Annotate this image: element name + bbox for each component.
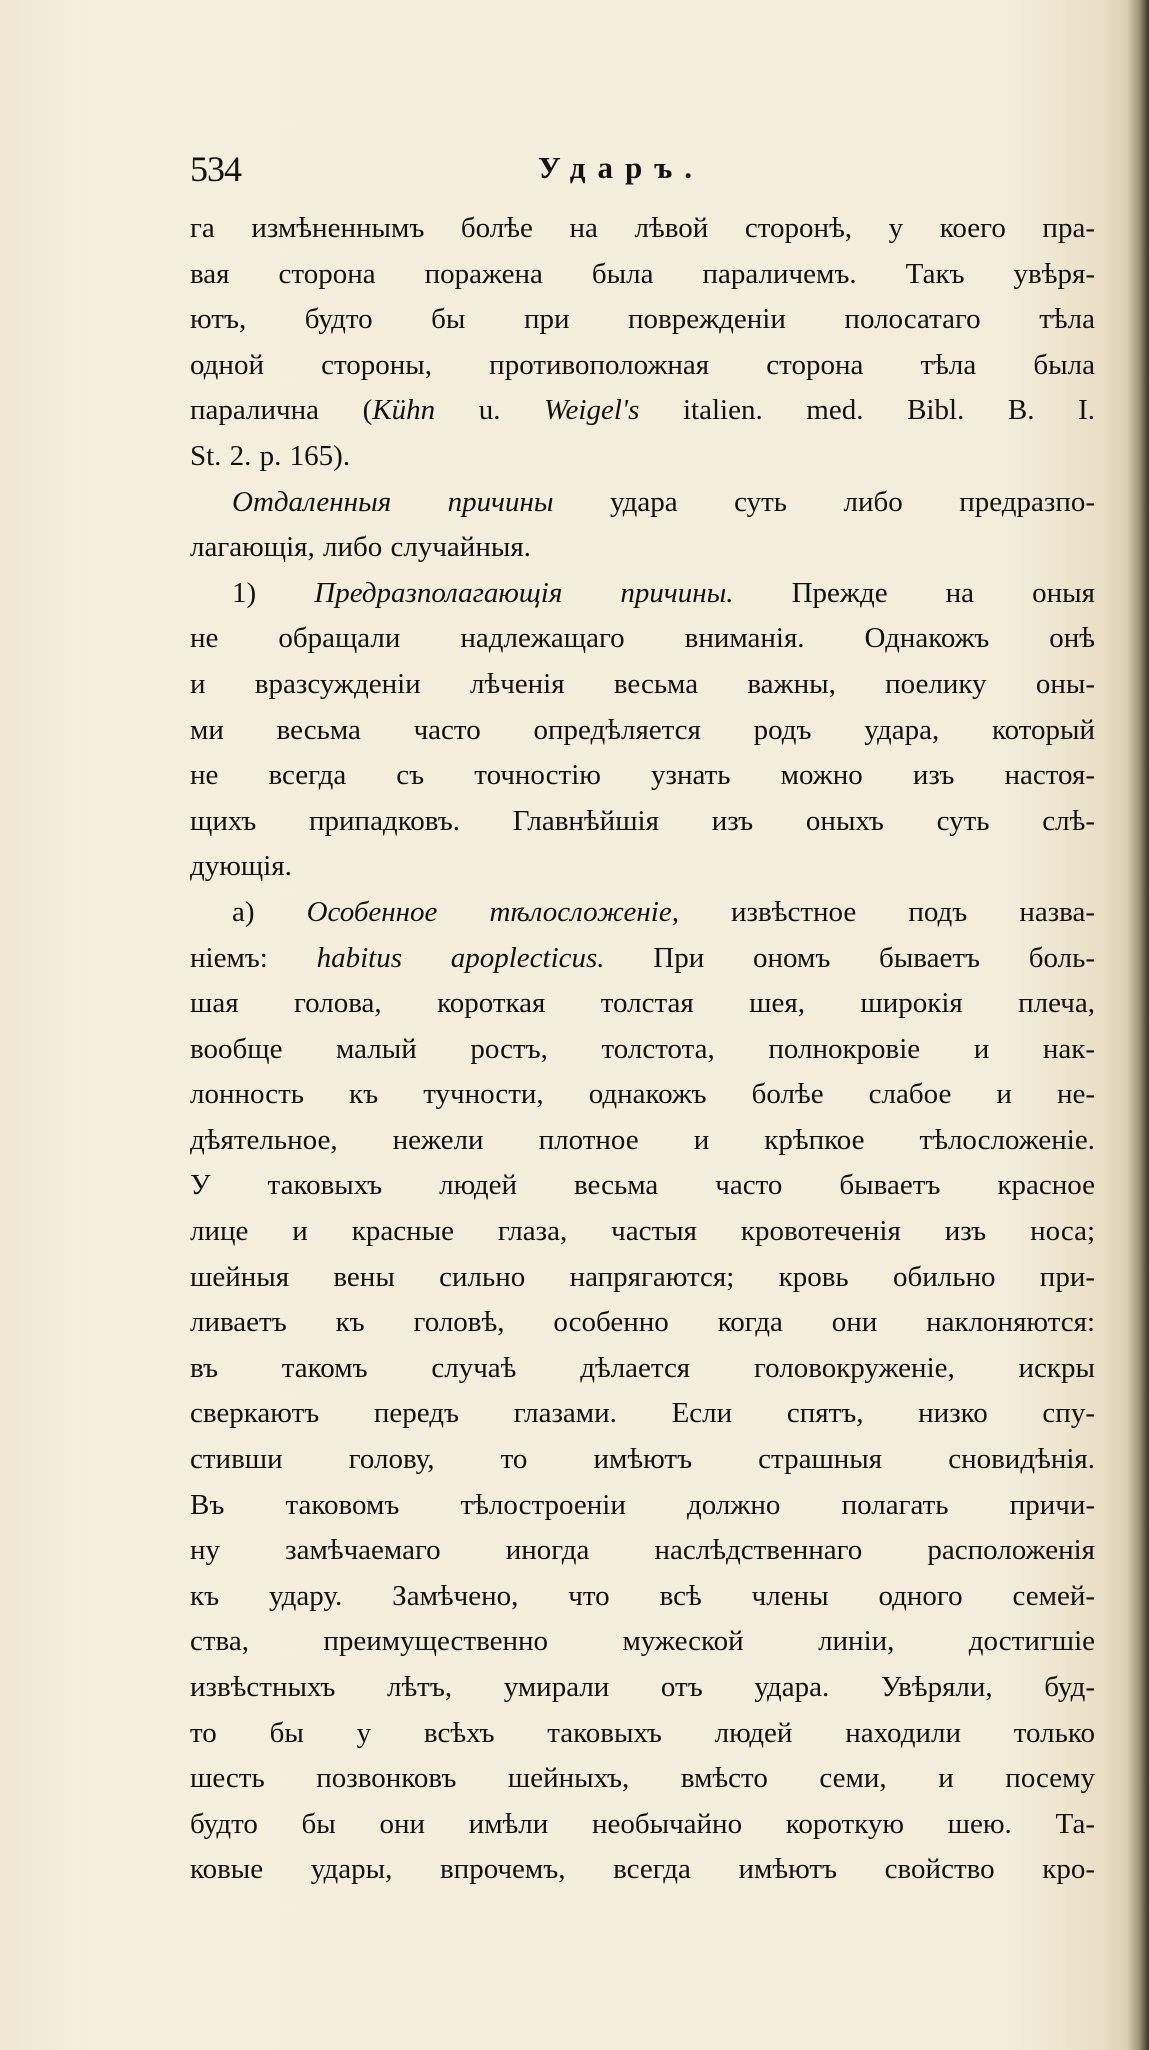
text-run: извѣстное подъ назва- <box>678 895 1096 928</box>
text-run: italien. med. Bibl. B. I. <box>639 394 1095 427</box>
text-run: будто бы они имѣли необычайно короткую шею. Та- <box>190 1807 1095 1840</box>
text-run: извѣстныхъ лѣтъ, умирали отъ удара. Увѣряли, буд- <box>190 1671 1095 1703</box>
text-line <box>190 662 1095 708</box>
text-run: u. <box>435 394 545 427</box>
text-line <box>190 206 1095 252</box>
text-run: У таковыхъ людей весьма часто бываетъ красное <box>190 1169 1095 1202</box>
text-line <box>190 844 1095 890</box>
italic-text: Kühn <box>372 394 436 427</box>
page-edge-shadow <box>1127 0 1149 2050</box>
text-run: не всегда съ точностію узнать можно изъ настоя- <box>190 759 1095 792</box>
text-run: шейныя вены сильно напрягаются; кровь обильно при- <box>190 1260 1095 1293</box>
text-run: a) <box>232 895 307 928</box>
italic-text: Weigel's <box>544 394 640 427</box>
text-run: паралична ( <box>190 394 373 427</box>
text-run: лагающія, либо случайныя. <box>190 531 531 564</box>
text-run: то бы у всѣхъ таковыхъ людей находили только <box>190 1716 1095 1749</box>
text-run: га измѣненнымъ болѣе на лѣвой сторонѣ, у коего пра- <box>190 212 1095 244</box>
text-line <box>190 1346 1095 1392</box>
text-line <box>190 708 1095 754</box>
text-line <box>190 936 1095 982</box>
text-line <box>190 1209 1095 1255</box>
page-header <box>0 148 1149 198</box>
text-line <box>190 571 1095 617</box>
text-run: Въ таковомъ тѣлостроеніи должно полагать причи- <box>190 1488 1095 1521</box>
text-run: Прежде на оныя <box>733 576 1095 609</box>
text-line <box>190 1072 1095 1118</box>
text-line <box>190 1528 1095 1574</box>
text-line <box>190 1300 1095 1346</box>
text-run: дѣятельное, нежели плотное и крѣпкое тѣлосложеніе. <box>190 1123 1095 1156</box>
text-line <box>190 1756 1095 1802</box>
text-line <box>190 1118 1095 1164</box>
text-run: сверкаютъ передъ глазами. Если спятъ, низко спу- <box>190 1397 1095 1430</box>
text-run: вообще малый ростъ, толстота, полнокровіе и нак- <box>190 1032 1095 1065</box>
text-run: шесть позвонковъ шейныхъ, вмѣсто семи, и посему <box>190 1762 1095 1795</box>
text-line <box>190 1619 1095 1665</box>
text-run: шая голова, короткая толстая шея, широкія плеча, <box>190 987 1095 1020</box>
text-run: удара суть либо предразпо- <box>553 485 1095 518</box>
text-run: ми весьма часто опредѣляется родъ удара, который <box>190 713 1095 746</box>
text-run: вая сторона поражена была параличемъ. Такъ увѣря- <box>190 257 1095 290</box>
text-line <box>190 1711 1095 1757</box>
text-run: ютъ, будто бы при поврежденіи полосатаго тѣла <box>190 303 1095 336</box>
text-line <box>190 753 1095 799</box>
text-run: не обращали надлежащаго вниманія. Однакожъ онѣ <box>190 622 1095 655</box>
text-line <box>190 297 1095 343</box>
text-line <box>190 343 1095 389</box>
text-run: въ такомъ случаѣ дѣлается головокруженіе, искры <box>190 1351 1095 1384</box>
text-run: лонность къ тучности, однакожъ болѣе слабое и не- <box>190 1078 1095 1111</box>
italic-text: Отдаленныя причины <box>232 485 554 518</box>
text-run: St. 2. p. 165). <box>190 439 351 472</box>
text-line <box>190 480 1095 526</box>
text-line <box>190 1483 1095 1529</box>
text-run: ну замѣчаемаго иногда наслѣдственнаго расположенія <box>190 1534 1095 1567</box>
text-line <box>190 890 1095 936</box>
body-text <box>190 206 1095 1893</box>
running-title: Ударъ. <box>538 150 705 185</box>
text-line <box>190 616 1095 662</box>
text-run: лице и красные глаза, частыя кровотеченія изъ носа; <box>190 1215 1095 1248</box>
text-line <box>190 799 1095 845</box>
text-line <box>190 434 1095 480</box>
text-run: ніемъ: <box>190 941 317 974</box>
text-run: къ удару. Замѣчено, что всѣ члены одного семей- <box>190 1579 1095 1612</box>
text-run: стивши голову, то имѣютъ страшныя сновидѣнія. <box>190 1443 1095 1476</box>
italic-text: Предразполагающія причины. <box>314 576 734 609</box>
text-run: ства, преимущественно мужеской линіи, достигшіе <box>190 1625 1095 1658</box>
text-line <box>190 1802 1095 1848</box>
text-run: и вразсужденіи лѣченія весьма важны, поелику оны- <box>190 667 1095 700</box>
text-line <box>190 1027 1095 1073</box>
text-line <box>190 1391 1095 1437</box>
text-line <box>190 1665 1095 1711</box>
page-number: 534 <box>190 149 241 189</box>
text-line <box>190 1574 1095 1620</box>
text-line <box>190 981 1095 1027</box>
text-line <box>190 1163 1095 1209</box>
text-line <box>190 252 1095 298</box>
text-line <box>190 1437 1095 1483</box>
text-run: щихъ припадковъ. Главнѣйшія изъ оныхъ суть слѣ- <box>190 804 1095 837</box>
text-run: ливаетъ къ головѣ, особенно когда они наклоняются: <box>190 1306 1095 1339</box>
italic-text: habitus apoplecticus. <box>316 941 605 974</box>
text-line <box>190 1255 1095 1301</box>
text-line <box>190 1847 1095 1893</box>
text-line <box>190 525 1095 571</box>
text-run: одной стороны, противоположная сторона тѣла была <box>190 348 1095 381</box>
text-run: ковые удары, впрочемъ, всегда имѣютъ свойство кро- <box>190 1853 1095 1886</box>
text-run: 1) <box>232 576 315 609</box>
text-run: дующія. <box>190 850 292 883</box>
italic-text: Особенное тѣлосложеніе, <box>306 895 679 928</box>
text-run: При ономъ бываетъ боль- <box>604 941 1095 974</box>
text-line <box>190 388 1095 434</box>
